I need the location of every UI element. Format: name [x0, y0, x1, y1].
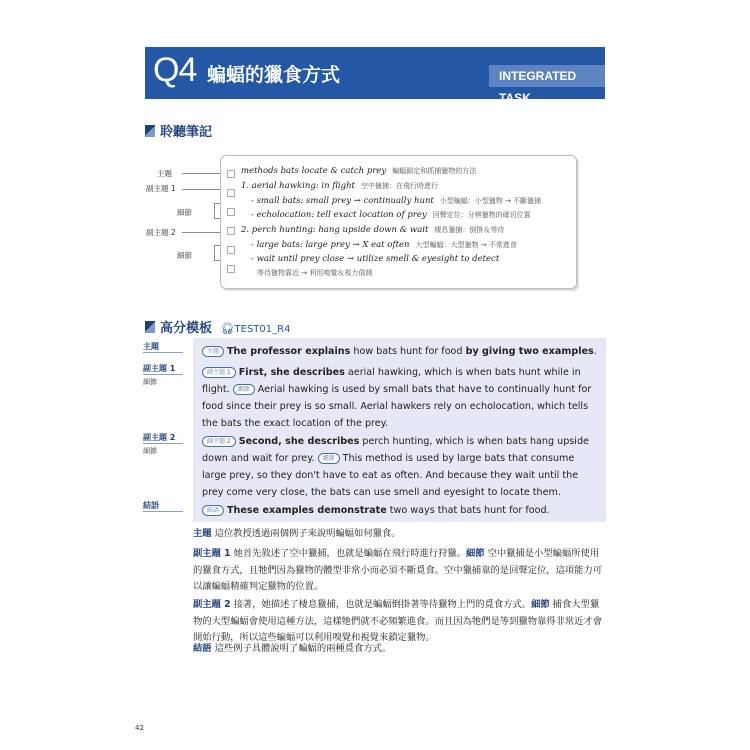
chip-detail: 細節 [233, 384, 255, 395]
model-paragraph-main: 主題 The professor explains how bats hunt for food by giving two examples. [202, 343, 597, 360]
side-label-conclusion: 結語 [143, 501, 159, 510]
section-marker-icon [145, 125, 155, 137]
translation-sub1: 副主題 1 她首先敘述了空中獵捕，也就是蝙蝠在飛行時進行狩獵。細節 空中獵捕是小型蝙蝠所使用的獵食方式，且牠們因為獵物的體型非常小而必須不斷覓食。空中獵捕靠的是回聲定位，這項能力可以讓蝙蝠精確判定獵物的位置。 [193, 548, 603, 592]
headphones-icon: 🎧︎ [220, 322, 235, 335]
note-line: 1. aerial hawking: in flight 空中獵捕：在飛行時進行 [241, 181, 438, 191]
connector-line [182, 189, 220, 190]
model-paragraph-sub2: 副主題 2 Second, she describes perch hunting, which is when bats hang upside down and wait for prey. 細節 This method is used by large bats that consume large prey, so they don't have to eat as often. And because they wait until the prey come very close, the bats can use smell and eyesight to locate them. [202, 436, 589, 498]
bullet-square [227, 208, 235, 216]
divider [143, 352, 183, 353]
chip-sub2: 副主題 2 [202, 436, 236, 447]
note-line: methods bats locate & catch prey 蝙蝠鎖定和抓捕獵物的方法 [241, 166, 477, 176]
divider [143, 443, 183, 444]
chip-conclusion: 結語 [202, 505, 224, 516]
side-label-detail2: 細節 [143, 447, 157, 455]
translation-sub2: 副主題 2 接著，她描述了棲息獵捕，也就是蝙蝠倒掛著等待獵物上門的覓食方式。細節 捕食大型獵物的大型蝙蝠會使用這種方法，這樣牠們就不必頻繁進食。而且因為牠們是等到獵物靠得非常近才會開始行動，所以這些蝙蝠可以利用嗅覺和視覺來鎖定獵物。 [193, 599, 603, 643]
connector-line [182, 232, 220, 233]
note-line: - wait until prey close → utilize smell & eyesight to detect [251, 254, 500, 264]
note-line: - echolocation: tell exact location of prey 回聲定位：分辨獵物的確切位置 [251, 210, 531, 220]
model-paragraph-conclusion: 結語 These examples demonstrate two ways that bats hunt for food. [202, 502, 597, 519]
bullet-square [227, 265, 235, 273]
section-marker-icon [145, 321, 155, 333]
note-line: 等待獵物靠近 → 利用嗅覺＆視力偵測 [257, 269, 373, 277]
side-label-detail1: 細節 [143, 378, 157, 386]
audio-track-label[interactable]: TEST01_R4 [234, 324, 291, 335]
bullet-square [227, 227, 235, 235]
note-line: 2. perch hunting: hang upside down & wait 棲息獵捕：倒掛＆等待 [241, 225, 505, 235]
question-header [145, 47, 605, 105]
question-title: 蝙蝠的獵食方式 [207, 64, 341, 86]
question-number: Q4 [153, 51, 197, 89]
divider [143, 511, 183, 512]
note-line: - small bats: small prey → continually hunt 小型蝙蝠：小型獵物 → 不斷獵捕 [251, 196, 542, 206]
translation-main: 主題 這位教授透過兩個例子來說明蝙蝠如何獵食。 [193, 528, 401, 539]
connector-line [182, 173, 220, 174]
note-line: - large bats: large prey → X eat often 大型蝙蝠：大型獵物 → 不常進食 [251, 240, 517, 250]
bullet-square [227, 189, 235, 197]
bullet-square [227, 170, 235, 178]
side-label-sub1: 副主題 1 [143, 364, 176, 373]
chip-sub1: 副主題 1 [202, 367, 236, 378]
bullet-square [227, 246, 235, 254]
translation-conclusion: 結語 這些例子具體說明了蝙蝠的兩種覓食方式。 [193, 643, 392, 654]
side-label-sub2: 副主題 2 [143, 433, 176, 442]
chip-detail: 細節 [318, 453, 340, 464]
side-label-main: 主題 [143, 342, 159, 351]
task-tag: INTEGRATED TASK [489, 65, 605, 87]
notes-label-sub1: 副主題 1 [146, 184, 176, 193]
notes-label-sub2: 副主題 2 [146, 228, 176, 237]
notes-label-detail2: 細節 [177, 251, 192, 260]
chip-main: 主題 [202, 346, 224, 357]
model-paragraph-sub1: 副主題 1 First, she describes aerial hawking, which is when bats hunt while in flight. 細節 Aerial hawking is used by small bats that have to continually hunt for food since their prey is so small. Aerial hawkers rely on echolocation, which tells the bats the exact location of the prey. [202, 367, 592, 429]
notes-label-detail1: 細節 [177, 208, 192, 217]
notes-label-main: 主題 [157, 169, 172, 178]
notes-heading: 聆聽筆記 [145, 121, 212, 140]
listening-notes-card [220, 155, 577, 289]
template-heading: 高分模板 🎧︎TEST01_R4 [145, 317, 290, 336]
divider [143, 374, 183, 375]
page-number: 42 [135, 724, 144, 732]
